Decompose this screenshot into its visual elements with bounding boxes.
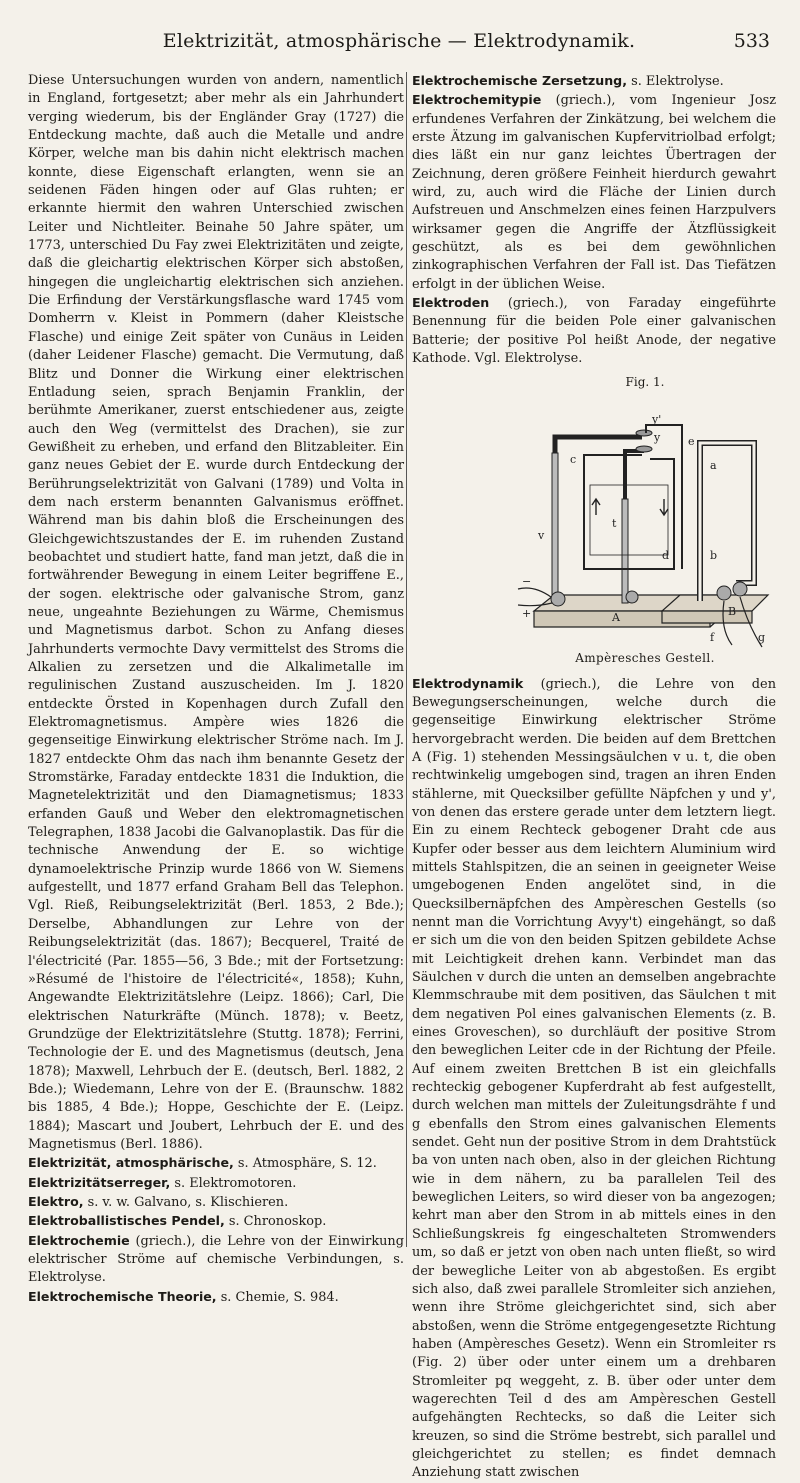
fig-letter-e: e (688, 434, 695, 448)
fig-letter-y: y (654, 430, 661, 444)
entry-elektro (28, 1193, 404, 1212)
entry-elektrochemische-zersetzung (412, 72, 776, 91)
entry-elektrizitaetserreger (28, 1174, 404, 1193)
fig-letter-a: a (710, 458, 717, 472)
left-column (28, 72, 404, 1307)
entry-text: s. Chemie, S. 984. (216, 1289, 339, 1305)
fig-letter-f: f (710, 630, 715, 644)
figure-ampere-stand (514, 371, 776, 671)
entry-elektrochemitypie (412, 91, 776, 294)
history-paragraph: Diese Untersuchungen wurden von andern, namentlich in England, fortgesetzt; aber mehr als ein Jahrhundert verging wiederum, bis der Engländer Gray (1727) die Entdeckung machte, daß auch die Metalle und andre Körper, welche man bis dahin nicht elektrisch machen konnte, diese Eigenschaft erlangten, wenn sie an seidenen Fäden hingen oder auf Glas ruhten; er erkannte hiermit den wahren Unterschied zwischen Leiter und Nichtleiter. Beinahe 50 Jahre später, um 1773, unterschied Du Fay zwei Elektrizitäten und zeigte, daß die gleichartig elektrischen Körper sich abstoßen, hingegen die ungleichartig elektrischen sich anziehen. Die Erfindung der Verstärkungsflasche ward 1745 vom Domherrn v. Kleist in Pommern (daher Kleistsche Flasche) und einige Zeit später von Cunäus in Leiden (daher Leidener Flasche) gemacht. Die Vermutung, daß Blitz und Donner die Wirkung einer elektrischen Entladung seien, sprach Benjamin Franklin, der berühmte Amerikaner, zuerst entschiedener aus, zeigte auch den Weg (vermittelst des Drachen), sie zur Gewißheit zu erheben, und erfand den Blitzableiter. Ein ganz neues Gebiet der E. wurde durch Entdeckung der Berührungselektrizität von Galvani (1789) und Volta in dem nach ersterm benannten Galvanismus eröffnet. Während man bis dahin bloß die Erscheinungen des Gleichgewichtszustandes der E. im ruhenden Zustand beobachtet und studiert hatte, fand man jetzt, daß die in fortwährender Bewegung in einem Leiter begriffene E., der sogen. elektrische oder galvanische Strom, ganz neue, ungeahnte Beziehungen zu Wärme, Chemismus und Magnetismus darbot. Schon zu Anfang dieses Jahrhunderts vermochte Davy vermittelst des Stroms die Alkalien zu zersetzen und die Alkalimetalle im regulinischen Zustand auszuscheiden. Im J. 1820 entdeckte Örsted in Kopenhagen durch Zufall den Elektromagnetismus. Ampère wies 1826 die gegenseitige Einwirkung elektrischer Ströme nach. Im J. 1827 entdeckte Ohm das nach ihm benannte Gesetz der Stromstärke, Faraday entdeckte 1831 die Induktion, die Magnetelektrizität und den Diamagnetismus; 1833 erfanden Gauß und Weber den elektromagnetischen Telegraphen, 1838 Jacobi die Galvanoplastik. Das für die technische Anwendung der E. so wichtige dynamoelektrische Prinzip wurde 1866 von W. Siemens aufgestellt, und 1877 erfand Graham Bell das Telephon. Vgl. Rieß, Reibungselektrizität (Berl. 1853, 2 Bde.); Derselbe, Abhandlungen zur Lehre von der Reibungselektrizität (das. 1867); Becquerel, Traité de l'électricité (Par. 1855—56, 3 Bde.; mit der Fortsetzung: »Résumé de l'histoire de l'électricité«, 1858); Kuhn, Angewandte Elektrizitätslehre (Leipz. 1866); Carl, Die elektrischen Naturkräfte (Münch. 1878); v. Beetz, Grundzüge der Elektrizitätslehre (Stuttg. 1878); Ferrini, Technologie der E. und des Magnetismus (deutsch, Jena 1878); Maxwell, Lehrbuch der E. (deutsch, Berl. 1882, 2 Bde.); Wiedemann, Lehre von der E. (Braunschw. 1882 bis 1885, 4 Bde.); Hoppe, Geschichte der E. (Leipz. 1884); Mascart und Joubert, Lehrbuch der E. und des Magnetismus (Berl. 1886). (28, 73, 404, 1152)
figure-label: Fig. 1. (625, 374, 665, 389)
right-column (412, 72, 776, 1483)
fig-letter-d: d (662, 548, 670, 562)
column-divider (406, 72, 407, 1247)
entry-headword: Elektrochemie (28, 1232, 130, 1248)
fig-letter-g: g (758, 630, 766, 644)
fig-letter-B: B (728, 604, 737, 618)
entry-elektrochemische-theorie (28, 1288, 404, 1307)
entry-text: (griech.), die Lehre von den Bewegungserscheinungen, welche durch die gegenseitige Einwirkung elektrischer Ströme hervorgebracht werden. Die beiden auf dem Brettchen A (Fig. 1) stehenden Messingsäulchen v u. t, die oben rechtwinkelig umgebogen sind, tragen an ihren Enden stählerne, mit Quecksilber gefüllte Näpfchen y und y', von denen das erstere gerade unter dem letztern liegt. Ein zu einem Rechteck gebogener Draht cde aus Kupfer oder besser aus dem leichtern Aluminium wird mittels Stahlspitzen, die an seinen in geeigneter Weise umgebogenen Enden angelötet sind, in die Quecksilbernäpfchen des Ampèreschen Gestells (so nennt man die Vorrichtung Avyy't) eingehängt, so daß er sich um die von den beiden Spitzen gebildete Achse mit Leichtigkeit drehen kann. Verbindet man das Säulchen v durch die unten an demselben angebrachte Klemmschraube mit dem positiven, das Säulchen t mit dem negativen Pol eines galvanischen Elements (z. B. eines Groveschen), so durchläuft der positive Strom den beweglichen Leiter cde in der Richtung der Pfeile. Auf einem zweiten Brettchen B ist ein gleichfalls rechteckig gebogener Kupferdraht ab fest aufgestellt, durch welchen man mittels der Zuleitungsdrähte f und g ebenfalls den Strom eines galvanischen Elements sendet. Geht nun der positive Strom in dem Drahtstück ba von unten nach oben, also in der gleichen Richtung wie in dem nähern, zu ba parallelen Teil des beweglichen Leiters, so wird dieser von ba angezogen; kehrt man aber den Strom in ab mittels eines in den Schließungskreis fg eingeschalteten Stromwenders um, so daß er jetzt von oben nach unten fließt, so wird der bewegliche Leiter von ab abgestoßen. Es ergibt sich also, daß zwei parallele Stromleiter sich anziehen, wenn ihre Ströme gleichgerichtet sind, sich aber abstoßen, wenn die Ströme entgegengesetzte Richtung haben (Ampèresches Gesetz). Wenn ein Stromleiter rs (Fig. 2) über oder unter einem um a drehbaren Stromleiter pq weggeht, z. B. über oder unter dem wagerechten Teil d des am Ampèreschen Gestell aufgehängten Rechtecks, so daß die Leiter sich kreuzen, so sind die Ströme bestrebt, sich parallel und gleichgerichtet zu stellen; es findet demnach Anziehung statt zwischen (412, 676, 776, 1481)
entry-headword: Elektro, (28, 1193, 84, 1209)
entry-text: s. Chronoskop. (224, 1214, 327, 1230)
entry-headword: Elektrizität, atmosphärische, (28, 1155, 234, 1171)
ampere-stand-illustration (514, 389, 776, 659)
entry-text: s. Atmosphäre, S. 12. (233, 1156, 377, 1172)
entry-elektroden (412, 294, 776, 368)
page-header (28, 30, 770, 60)
entry-text: (griech.), vom Ingenieur Josz erfundenes Verfahren der Zinkätzung, bei welchem die erste Ätzung im galvanischen Kupfervitriolbad erfolgt; dies läßt ein nur ganz leichtes Übertragen der Zeichnung, deren größere Feinheit hierdurch gewahrt wird, zu, auch wird die Fläche der Linien durch Aufstreuen und Anschmelzen eines feinen Harzpulvers wirksamer gegen die Angriffe der Ätzflüssigkeit geschützt, als es bei dem gewöhnlichen zinkographischen Verfahren der Fall ist. Das Tiefätzen erfolgt in der üblichen Weise. (412, 93, 776, 292)
entry-elektrochemie (28, 1232, 404, 1288)
fig-sign-plus: + (522, 606, 532, 620)
entry-headword: Elektroballistisches Pendel, (28, 1213, 225, 1229)
entry-headword: Elektrizitätserreger, (28, 1174, 171, 1190)
fig-letter-t: t (612, 516, 617, 530)
entry-text: s. Elektromotoren. (170, 1175, 297, 1191)
entry-text: (griech.), von Faraday eingeführte Benennung für die beiden Pole einer galvanischen Batterie; der positive Pol heißt Anode, der negative Kathode. Vgl. Elektrolyse. (412, 296, 776, 367)
figure-caption: Ampèresches Gestell. (575, 650, 715, 665)
fig-letter-c: c (570, 452, 577, 466)
page-number: 533 (733, 30, 770, 52)
entry-headword: Elektrochemische Zersetzung, (412, 73, 627, 88)
entry-elektroballistisches-pendel (28, 1212, 404, 1231)
fig-letter-b: b (710, 548, 718, 562)
entry-headword: Elektrochemische Theorie, (28, 1288, 217, 1304)
fig-letter-yprime: y' (652, 412, 662, 426)
entry-text: (griech.), die Lehre von der Einwirkung elektrischer Ströme auf chemische Verbindungen, s. Elektrolyse. (28, 1233, 404, 1286)
entry-headword: Elektrodynamik (412, 675, 524, 691)
entry-text: s. v. w. Galvano, s. Klischieren. (83, 1194, 289, 1210)
entry-headword: Elektrochemitypie (412, 92, 542, 108)
entry-elektrizitaet-atmosphaerische (28, 1154, 404, 1173)
fig-letter-v: v (538, 528, 545, 542)
entry-text: s. Elektrolyse. (627, 74, 724, 89)
running-title: Elektrizität, atmosphärische — Elektrodynamik. (162, 30, 636, 52)
entry-headword: Elektroden (412, 295, 490, 311)
fig-letter-A: A (612, 610, 620, 624)
fig-sign-minus: − (522, 574, 532, 588)
